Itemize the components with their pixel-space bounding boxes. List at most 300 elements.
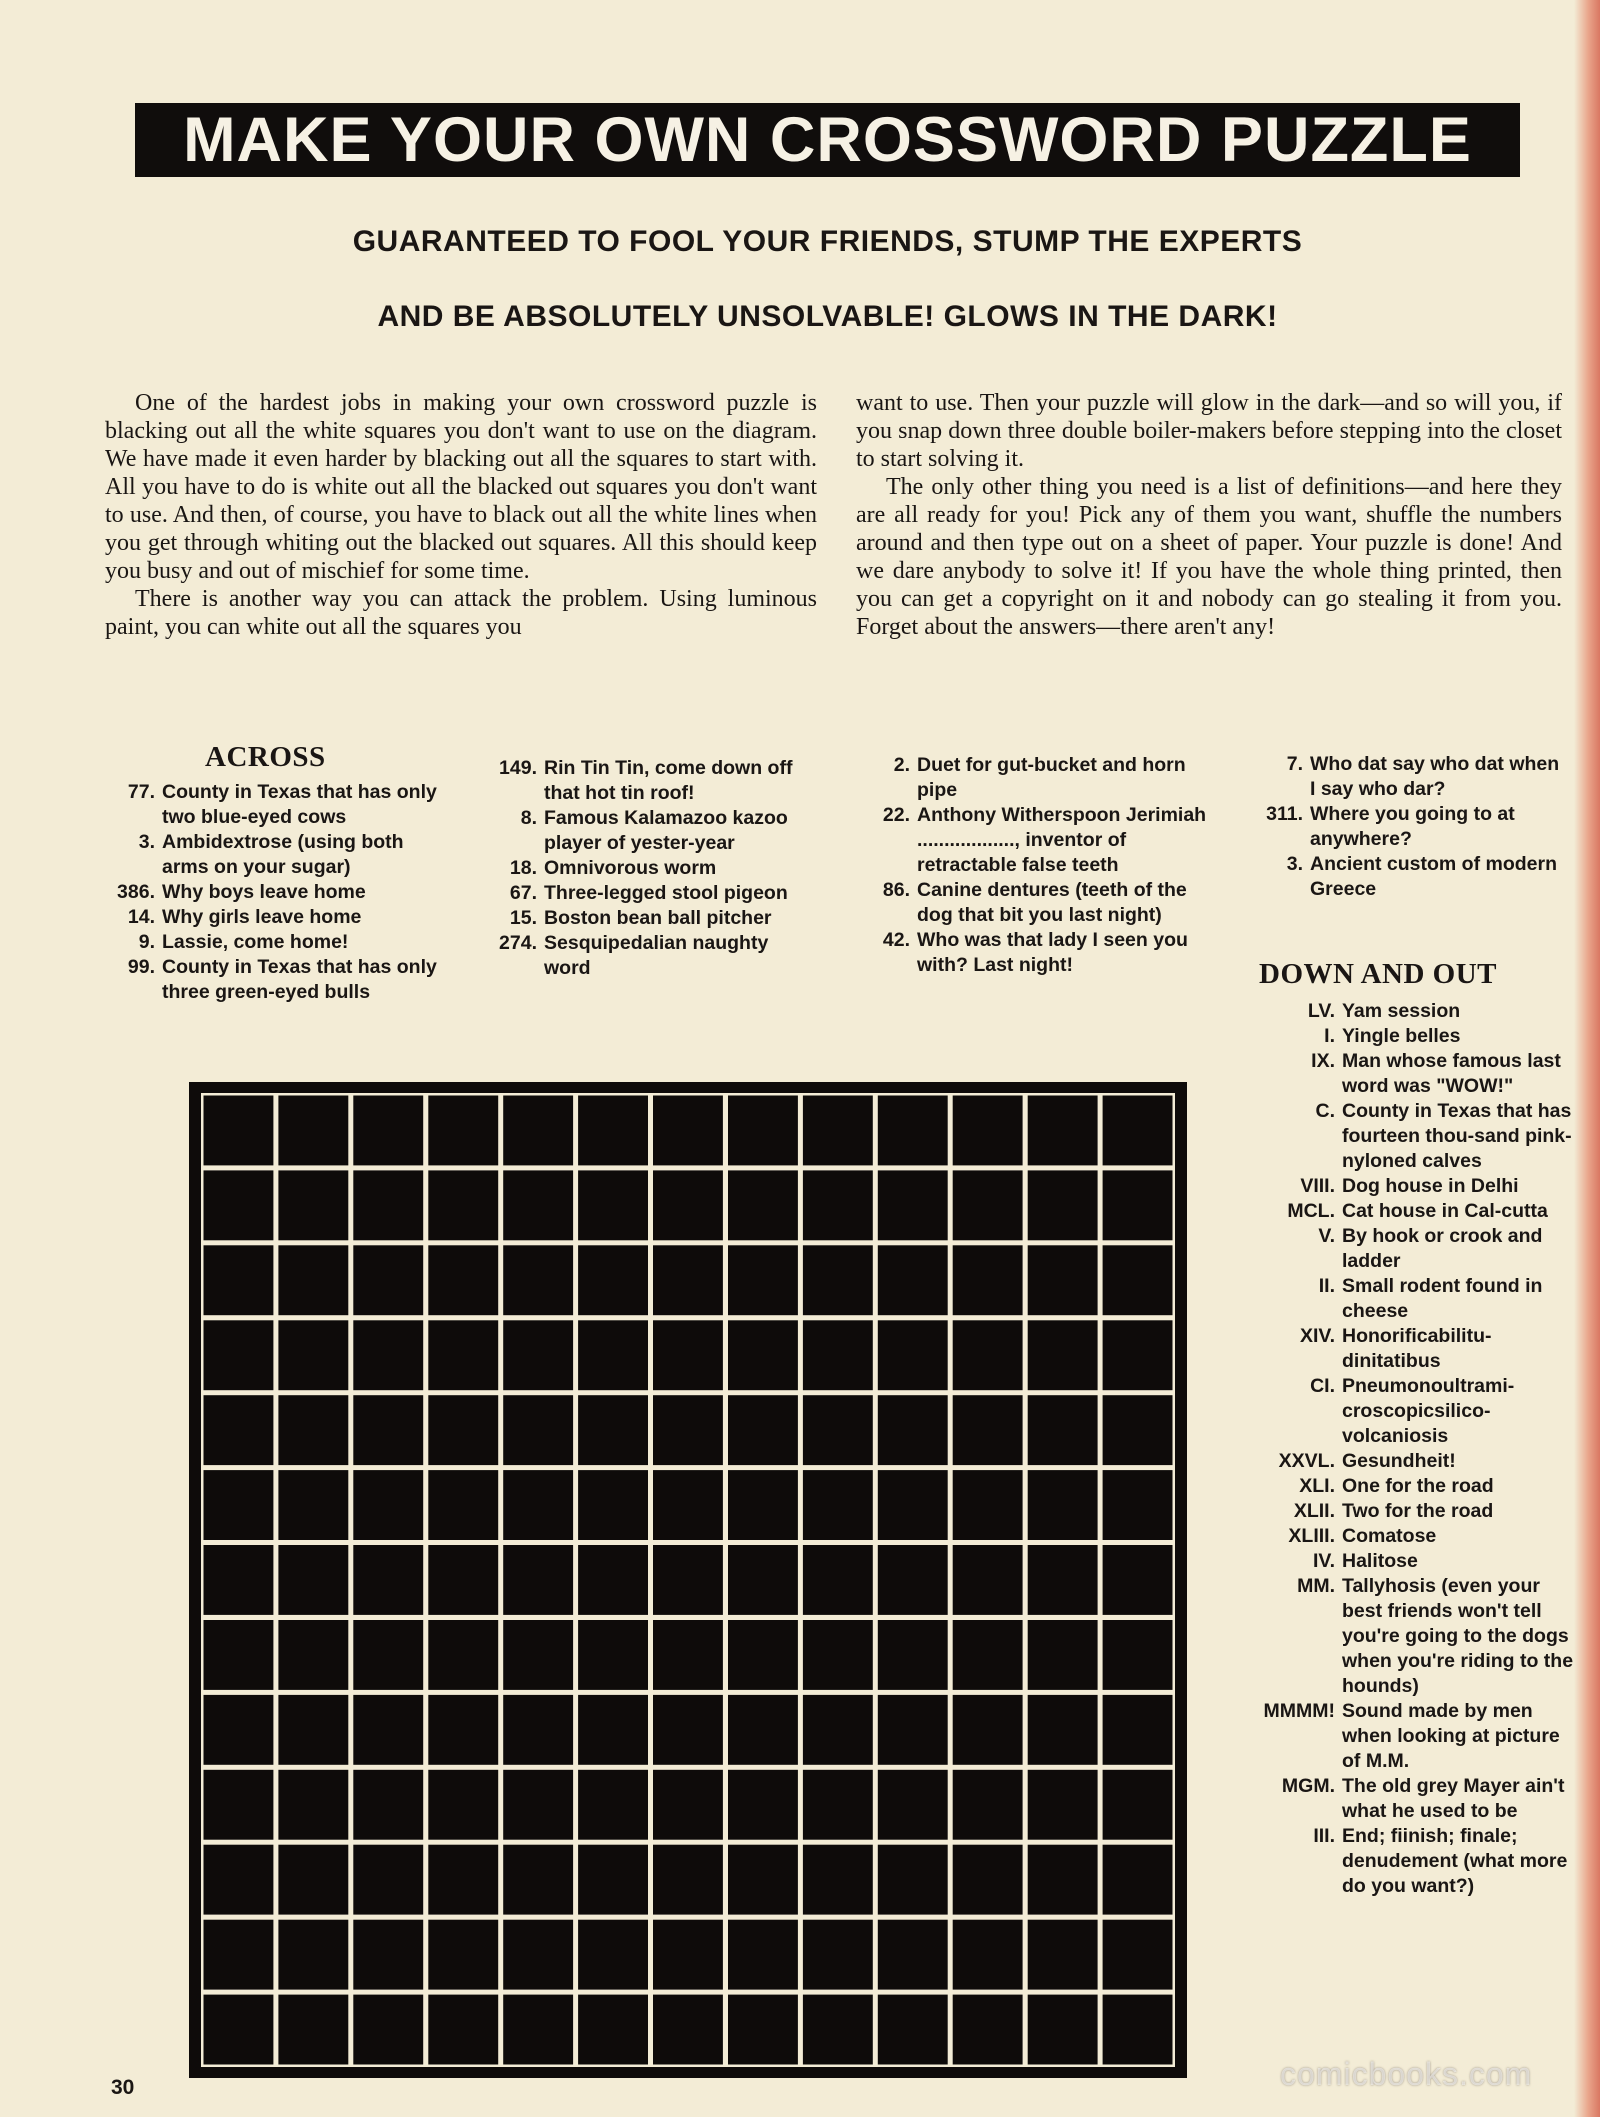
clue-number: 386.: [117, 881, 155, 903]
clue-item: [1245, 1274, 1575, 1324]
grid-cell[interactable]: [803, 1545, 873, 1615]
grid-cell[interactable]: [578, 1170, 648, 1240]
grid-cell[interactable]: [204, 1545, 274, 1615]
grid-cell[interactable]: [428, 1620, 498, 1690]
grid-cell[interactable]: [953, 1395, 1023, 1465]
grid-cell[interactable]: [653, 1695, 723, 1765]
grid-cell[interactable]: [878, 1770, 948, 1840]
grid-cell[interactable]: [428, 1170, 498, 1240]
clue-text: County in Texas that has only two blue-eyed cows: [162, 781, 437, 828]
grid-cell[interactable]: [878, 1470, 948, 1540]
clue-item: [860, 803, 1208, 878]
clue-text: Tallyhosis (even your best friends won't tell you're going to the dogs when you're riding to the hounds): [1342, 1575, 1574, 1697]
clue-item: [1245, 1324, 1575, 1374]
clue-item: [1245, 1224, 1575, 1274]
grid-cell[interactable]: [1103, 1695, 1173, 1765]
grid-cell[interactable]: [578, 1920, 648, 1990]
grid-cell[interactable]: [878, 1545, 948, 1615]
grid-cell[interactable]: [428, 1770, 498, 1840]
clue-item: [1245, 1524, 1575, 1549]
grid-cell[interactable]: [1028, 1845, 1098, 1915]
grid-cell[interactable]: [353, 1320, 423, 1390]
grid-cell[interactable]: [428, 1096, 498, 1166]
grid-cell[interactable]: [204, 1845, 274, 1915]
grid-cell[interactable]: [278, 1920, 348, 1990]
grid-cell[interactable]: [1028, 1770, 1098, 1840]
clue-number: LV.: [1307, 1000, 1335, 1022]
intro-paragraph: One of the hardest jobs in making your own crossword puzzle is blacking out all the white squares you don't want to use on the diagram. We have made it even harder by blacking out all the squares to start with. All you have to do is white out all the blacked out squares you don't want to use. And then, of course, you have to black out all the white lines when you get through whiting out the blacked out squares. All this should keep you busy and out of mischief for some time.: [105, 390, 817, 584]
grid-cell[interactable]: [878, 1245, 948, 1315]
grid-cell[interactable]: [278, 1096, 348, 1166]
clue-number: 99.: [127, 956, 155, 978]
across-heading: ACROSS: [205, 741, 326, 773]
grid-cell[interactable]: [803, 1320, 873, 1390]
across-clues-column-1: [100, 740, 440, 1005]
grid-cell[interactable]: [503, 1320, 573, 1390]
grid-cell[interactable]: [653, 1545, 723, 1615]
grid-cell[interactable]: [878, 1620, 948, 1690]
clue-number: XXVL.: [1278, 1450, 1335, 1472]
clue-item: [860, 878, 1208, 928]
subtitle-line-2: AND BE ABSOLUTELY UNSOLVABLE! GLOWS IN THE DARK!: [377, 300, 1278, 333]
grid-cell[interactable]: [204, 1695, 274, 1765]
clue-number: XLI.: [1299, 1475, 1335, 1497]
clue-item: [1245, 1824, 1575, 1899]
clue-number: 9.: [138, 931, 155, 953]
grid-cell[interactable]: [803, 1920, 873, 1990]
grid-cell[interactable]: [578, 1470, 648, 1540]
clue-text: Famous Kalamazoo kazoo player of yester-year: [544, 807, 788, 854]
grid-cell[interactable]: [503, 1620, 573, 1690]
grid-cell[interactable]: [428, 1995, 498, 2065]
grid-cell[interactable]: [1028, 1245, 1098, 1315]
grid-cell[interactable]: [428, 1470, 498, 1540]
grid-cell[interactable]: [278, 1395, 348, 1465]
grid-cell[interactable]: [878, 1920, 948, 1990]
clue-text: Honorificabilitu-dinitatibus: [1342, 1325, 1492, 1372]
grid-cell[interactable]: [1028, 1695, 1098, 1765]
grid-cell[interactable]: [204, 1395, 274, 1465]
clue-number: 3.: [138, 831, 155, 853]
intro-column-left: [105, 389, 817, 641]
clue-text: Who dat say who dat when I say who dar?: [1310, 753, 1560, 800]
grid-cell[interactable]: [353, 1845, 423, 1915]
grid-cell[interactable]: [728, 1545, 798, 1615]
clue-item: [1245, 1549, 1575, 1574]
grid-cell[interactable]: [1103, 1770, 1173, 1840]
grid-cell[interactable]: [428, 1920, 498, 1990]
grid-cell[interactable]: [353, 1995, 423, 2065]
grid-cell[interactable]: [503, 1845, 573, 1915]
grid-cell[interactable]: [503, 1545, 573, 1615]
grid-cell[interactable]: [204, 1995, 274, 2065]
grid-cell[interactable]: [578, 1770, 648, 1840]
clue-number: IX.: [1311, 1050, 1335, 1072]
grid-cell[interactable]: [278, 1470, 348, 1540]
clue-number: 86.: [882, 879, 910, 901]
grid-cell[interactable]: [353, 1545, 423, 1615]
grid-cell[interactable]: [803, 1245, 873, 1315]
clue-text: Canine dentures (teeth of the dog that bit you last night): [917, 879, 1187, 926]
grid-cell[interactable]: [803, 1096, 873, 1166]
clue-item: [1245, 1049, 1575, 1099]
grid-cell[interactable]: [878, 1845, 948, 1915]
grid-cell[interactable]: [803, 1170, 873, 1240]
grid-cell[interactable]: [204, 1096, 274, 1166]
clue-number: 67.: [509, 882, 537, 904]
grid-cell[interactable]: [353, 1920, 423, 1990]
grid-cell[interactable]: [204, 1920, 274, 1990]
clue-number: 274.: [499, 932, 537, 954]
grid-cell[interactable]: [803, 1620, 873, 1690]
clue-item: [480, 931, 820, 981]
grid-cell[interactable]: [653, 1096, 723, 1166]
grid-cell[interactable]: [728, 1245, 798, 1315]
clue-text: By hook or crook and ladder: [1342, 1225, 1543, 1272]
grid-cell[interactable]: [653, 1470, 723, 1540]
grid-cell[interactable]: [953, 1770, 1023, 1840]
grid-cell[interactable]: [953, 1170, 1023, 1240]
down-clues-column: [1245, 957, 1575, 1899]
grid-cell[interactable]: [503, 1170, 573, 1240]
grid-cell[interactable]: [503, 1470, 573, 1540]
grid-cell[interactable]: [428, 1695, 498, 1765]
grid-cell[interactable]: [653, 1845, 723, 1915]
grid-cell[interactable]: [653, 1920, 723, 1990]
clue-text: The old grey Mayer ain't what he used to be: [1342, 1775, 1565, 1822]
clue-number: 14.: [127, 906, 155, 928]
clue-text: Rin Tin Tin, come down off that hot tin roof!: [544, 757, 793, 804]
grid-cell[interactable]: [953, 1845, 1023, 1915]
grid-cell[interactable]: [204, 1320, 274, 1390]
clue-item: [100, 880, 440, 905]
clue-number: MGM.: [1281, 1775, 1335, 1797]
grid-cell[interactable]: [1028, 1320, 1098, 1390]
grid-cell[interactable]: [803, 1695, 873, 1765]
grid-cell[interactable]: [878, 1320, 948, 1390]
clue-text: One for the road: [1342, 1475, 1494, 1497]
clue-number: III.: [1313, 1825, 1335, 1847]
clue-item: [1245, 1574, 1575, 1699]
clue-number: 311.: [1266, 803, 1303, 825]
grid-cell[interactable]: [953, 1695, 1023, 1765]
intro-paragraph: There is another way you can attack the problem. Using luminous paint, you can white out all the squares you: [105, 586, 817, 640]
grid-cell[interactable]: [953, 1545, 1023, 1615]
clue-text: Where you going to at anywhere?: [1310, 803, 1515, 850]
grid-cell[interactable]: [803, 1395, 873, 1465]
grid-cell[interactable]: [653, 1395, 723, 1465]
grid-cell[interactable]: [428, 1395, 498, 1465]
grid-cell[interactable]: [1103, 1845, 1173, 1915]
grid-cell[interactable]: [953, 1245, 1023, 1315]
down-heading: DOWN AND OUT: [1259, 958, 1498, 990]
grid-cell[interactable]: [653, 1770, 723, 1840]
clue-text: Lassie, come home!: [162, 931, 349, 953]
clue-item: [480, 881, 820, 906]
grid-cell[interactable]: [1103, 1470, 1173, 1540]
grid-cell[interactable]: [878, 1995, 948, 2065]
grid-cell[interactable]: [278, 1770, 348, 1840]
clue-item: [1245, 1449, 1575, 1474]
clue-text: Yingle belles: [1342, 1025, 1461, 1047]
across-clues-column-3: [860, 753, 1208, 978]
grid-cell[interactable]: [653, 1245, 723, 1315]
grid-cell[interactable]: [353, 1245, 423, 1315]
clue-number: 3.: [1286, 853, 1303, 875]
grid-cell[interactable]: [353, 1470, 423, 1540]
clue-number: XIV.: [1299, 1325, 1335, 1347]
grid-cell[interactable]: [803, 1845, 873, 1915]
grid-cell[interactable]: [578, 1096, 648, 1166]
clue-text: Why boys leave home: [162, 881, 366, 903]
clue-item: [100, 930, 440, 955]
grid-cell[interactable]: [1028, 1470, 1098, 1540]
grid-cell[interactable]: [728, 1920, 798, 1990]
grid-cell[interactable]: [204, 1770, 274, 1840]
clue-number: I.: [1324, 1025, 1335, 1047]
clue-number: 8.: [520, 807, 537, 829]
grid-cell[interactable]: [578, 1395, 648, 1465]
clue-text: Three-legged stool pigeon: [544, 882, 788, 904]
grid-cell[interactable]: [353, 1395, 423, 1465]
grid-cell[interactable]: [878, 1395, 948, 1465]
grid-cell[interactable]: [1103, 1170, 1173, 1240]
grid-cell[interactable]: [1103, 1395, 1173, 1465]
clue-text: Anthony Witherspoon Jerimiah .................., inventor of retractable false teeth: [917, 804, 1207, 876]
clue-text: Comatose: [1342, 1525, 1437, 1547]
clue-item: [1245, 1374, 1575, 1449]
clue-text: Two for the road: [1342, 1500, 1494, 1522]
clue-number: II.: [1318, 1275, 1335, 1297]
grid-cell[interactable]: [1028, 1096, 1098, 1166]
clue-text: Dog house in Delhi: [1342, 1175, 1519, 1197]
grid-cell[interactable]: [278, 1170, 348, 1240]
clue-text: County in Texas that has fourteen thou-sand pink-nyloned calves: [1342, 1100, 1572, 1172]
grid-cell[interactable]: [1103, 1545, 1173, 1615]
clue-text: Boston bean ball pitcher: [544, 907, 772, 929]
clue-item: [860, 753, 1208, 803]
grid-cell[interactable]: [1103, 1096, 1173, 1166]
grid-cell[interactable]: [278, 1245, 348, 1315]
grid-cell[interactable]: [278, 1620, 348, 1690]
clue-text: Sesquipedalian naughty word: [544, 932, 769, 979]
grid-cell[interactable]: [278, 1320, 348, 1390]
grid-cell[interactable]: [1028, 1395, 1098, 1465]
clue-item: [1245, 1499, 1575, 1524]
clue-number: 2.: [893, 754, 910, 776]
clue-item: [480, 806, 820, 856]
grid-cell[interactable]: [728, 1620, 798, 1690]
grid-cell[interactable]: [503, 1245, 573, 1315]
clue-number: 15.: [509, 907, 537, 929]
grid-cell[interactable]: [728, 1695, 798, 1765]
grid-cell[interactable]: [578, 1995, 648, 2065]
clue-text: Cat house in Cal-cutta: [1342, 1200, 1548, 1222]
clue-text: Halitose: [1342, 1550, 1418, 1572]
clue-item: [1245, 752, 1565, 802]
grid-cell[interactable]: [953, 1995, 1023, 2065]
grid-cell[interactable]: [278, 1845, 348, 1915]
grid-cell[interactable]: [803, 1995, 873, 2065]
clue-item: [100, 955, 440, 1005]
clue-number: MM.: [1297, 1575, 1335, 1597]
clue-text: Yam session: [1342, 1000, 1461, 1022]
grid-cell[interactable]: [878, 1096, 948, 1166]
clue-item: [100, 905, 440, 930]
clue-number: XLII.: [1293, 1500, 1335, 1522]
grid-cell[interactable]: [728, 1845, 798, 1915]
crossword-grid-svg: [189, 1082, 1187, 2078]
grid-cell[interactable]: [1028, 1920, 1098, 1990]
grid-cell[interactable]: [204, 1170, 274, 1240]
clue-item: [1245, 1174, 1575, 1199]
grid-cell[interactable]: [728, 1170, 798, 1240]
grid-cell[interactable]: [353, 1096, 423, 1166]
grid-cell[interactable]: [728, 1395, 798, 1465]
clue-item: [480, 906, 820, 931]
clue-text: Gesundheit!: [1342, 1450, 1456, 1472]
grid-cell[interactable]: [503, 1695, 573, 1765]
grid-cell[interactable]: [353, 1620, 423, 1690]
clue-text: Ambidextrose (using both arms on your sugar): [162, 831, 404, 878]
clue-number: 18.: [509, 857, 537, 879]
grid-cell[interactable]: [204, 1470, 274, 1540]
clue-number: V.: [1318, 1225, 1335, 1247]
grid-cell[interactable]: [728, 1096, 798, 1166]
grid-cell[interactable]: [953, 1096, 1023, 1166]
clue-item: [100, 830, 440, 880]
grid-cell[interactable]: [503, 1920, 573, 1990]
clue-item: [480, 856, 820, 881]
grid-cell[interactable]: [578, 1620, 648, 1690]
clue-number: CI.: [1310, 1375, 1335, 1397]
grid-cell[interactable]: [1028, 1620, 1098, 1690]
page-edge: [1574, 0, 1600, 2117]
grid-cell[interactable]: [428, 1545, 498, 1615]
across-clues-column-4: [1245, 752, 1565, 902]
grid-cell[interactable]: [1103, 1620, 1173, 1690]
clue-item: [1245, 1099, 1575, 1174]
grid-cell[interactable]: [728, 1320, 798, 1390]
grid-cell[interactable]: [1103, 1920, 1173, 1990]
grid-cell[interactable]: [878, 1170, 948, 1240]
grid-cell[interactable]: [278, 1545, 348, 1615]
grid-cell[interactable]: [204, 1620, 274, 1690]
intro-paragraph: want to use. Then your puzzle will glow in the dark—and so will you, if you snap down three double boiler-makers before stepping into the closet to start solving it.: [856, 390, 1562, 472]
grid-cell[interactable]: [578, 1695, 648, 1765]
grid-cell[interactable]: [353, 1695, 423, 1765]
grid-cell[interactable]: [803, 1770, 873, 1840]
clue-number: VIII.: [1300, 1175, 1335, 1197]
grid-cell[interactable]: [878, 1695, 948, 1765]
clue-text: Sound made by men when looking at picture of M.M.: [1342, 1700, 1560, 1772]
across-clues-column-2: [480, 756, 820, 981]
grid-cell[interactable]: [428, 1320, 498, 1390]
grid-cell[interactable]: [204, 1245, 274, 1315]
grid-cell[interactable]: [728, 1770, 798, 1840]
grid-cell[interactable]: [428, 1845, 498, 1915]
intro-column-right: [856, 389, 1562, 641]
grid-cell[interactable]: [653, 1170, 723, 1240]
grid-cell[interactable]: [278, 1695, 348, 1765]
clue-number: IV.: [1312, 1550, 1335, 1572]
clue-item: [1245, 1199, 1575, 1224]
clue-number: 149.: [499, 757, 537, 779]
grid-cell[interactable]: [353, 1770, 423, 1840]
grid-cell[interactable]: [1103, 1995, 1173, 2065]
clue-text: Small rodent found in cheese: [1342, 1275, 1543, 1322]
grid-cell[interactable]: [803, 1470, 873, 1540]
grid-cell[interactable]: [953, 1320, 1023, 1390]
grid-cell[interactable]: [953, 1470, 1023, 1540]
grid-cell[interactable]: [1028, 1545, 1098, 1615]
clue-text: Ancient custom of modern Greece: [1310, 853, 1558, 900]
grid-cell[interactable]: [1103, 1320, 1173, 1390]
grid-cell[interactable]: [503, 1096, 573, 1166]
clue-item: [1245, 1474, 1575, 1499]
grid-cell[interactable]: [503, 1395, 573, 1465]
grid-cell[interactable]: [653, 1620, 723, 1690]
clue-number: MCL.: [1287, 1200, 1335, 1222]
clue-number: 77.: [127, 781, 155, 803]
page-number: 30: [111, 2076, 135, 2099]
grid-cell[interactable]: [953, 1920, 1023, 1990]
grid-cell[interactable]: [1028, 1170, 1098, 1240]
grid-cell[interactable]: [728, 1995, 798, 2065]
clue-text: Who was that lady I seen you with? Last night!: [917, 929, 1188, 976]
grid-cell[interactable]: [578, 1545, 648, 1615]
page-title: MAKE YOUR OWN CROSSWORD PUZZLE: [135, 103, 1520, 177]
grid-cell[interactable]: [728, 1470, 798, 1540]
clue-item: [1245, 802, 1565, 852]
grid-cell[interactable]: [503, 1995, 573, 2065]
clue-text: Man whose famous last word was "WOW!": [1342, 1050, 1561, 1097]
grid-cell[interactable]: [578, 1245, 648, 1315]
clue-text: County in Texas that has only three green-eyed bulls: [162, 956, 437, 1003]
clue-item: [1245, 1774, 1575, 1824]
grid-cell[interactable]: [428, 1245, 498, 1315]
grid-cell[interactable]: [278, 1995, 348, 2065]
clue-item: [480, 756, 820, 806]
clue-number: 7.: [1286, 753, 1303, 775]
clue-number: MMMM!: [1263, 1700, 1335, 1722]
clue-text: End; fiinish; finale; denudement (what more do you want?): [1342, 1825, 1568, 1897]
clue-item: [1245, 999, 1575, 1024]
grid-cell[interactable]: [353, 1170, 423, 1240]
clue-number: 22.: [882, 804, 910, 826]
grid-cell[interactable]: [1028, 1995, 1098, 2065]
grid-cell[interactable]: [653, 1320, 723, 1390]
grid-cell[interactable]: [503, 1770, 573, 1840]
clue-item: [1245, 1699, 1575, 1774]
grid-cell[interactable]: [578, 1845, 648, 1915]
crossword-grid: [189, 1082, 1187, 2078]
grid-cell[interactable]: [953, 1620, 1023, 1690]
clue-text: Omnivorous worm: [544, 857, 717, 879]
clue-number: XLIII.: [1288, 1525, 1335, 1547]
grid-cell[interactable]: [578, 1320, 648, 1390]
clue-text: Duet for gut-bucket and horn pipe: [917, 754, 1186, 801]
subtitle-line-1: GUARANTEED TO FOOL YOUR FRIENDS, STUMP THE EXPERTS: [352, 225, 1303, 258]
grid-cell[interactable]: [653, 1995, 723, 2065]
watermark: comicbooks.com: [1280, 2056, 1533, 2092]
clue-number: 42.: [882, 929, 910, 951]
clue-item: [860, 928, 1208, 978]
clue-text: Pneumonoultrami-croscopicsilico-volcaniosis: [1342, 1375, 1515, 1447]
clue-item: [1245, 852, 1565, 902]
clue-text: Why girls leave home: [162, 906, 362, 928]
grid-cell[interactable]: [1103, 1245, 1173, 1315]
